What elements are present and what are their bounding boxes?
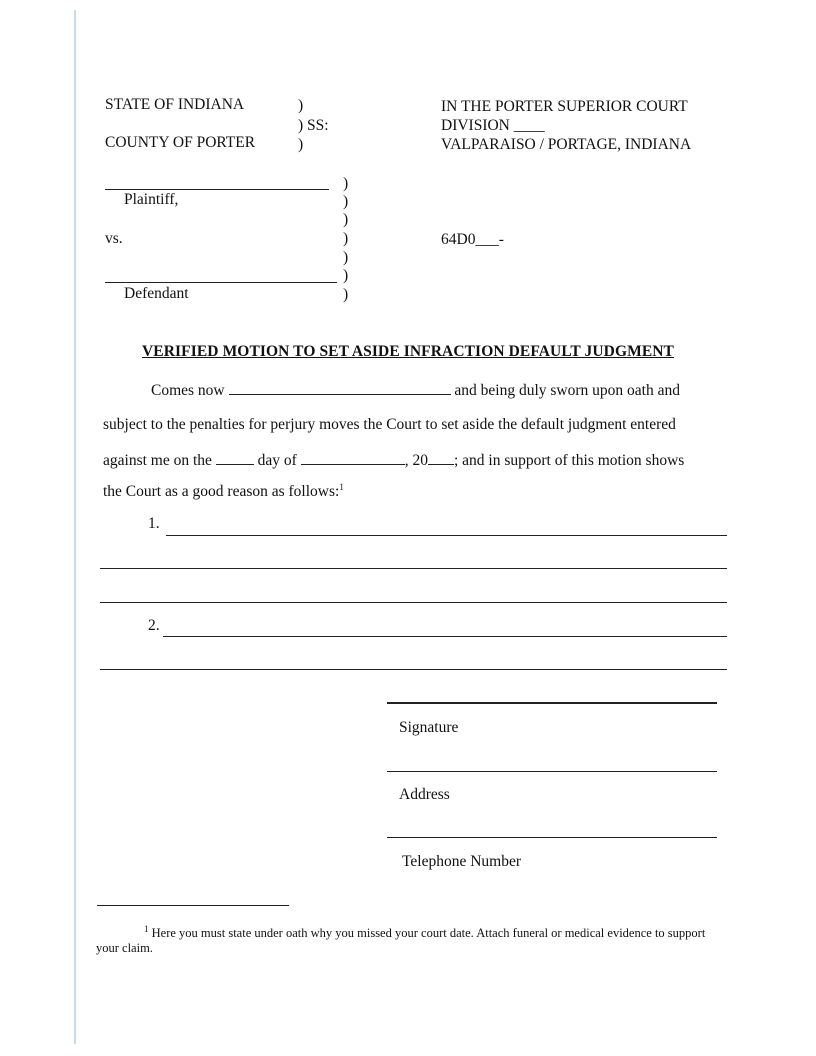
county-label: COUNTY OF PORTER [105, 134, 256, 151]
caption-paren: ) [343, 249, 349, 266]
state-label: STATE OF INDIANA [105, 96, 245, 113]
footnote [96, 922, 716, 956]
comes-now-text: Comes now [151, 382, 225, 399]
caption-paren: ) [343, 230, 349, 247]
vs-label: vs. [105, 230, 123, 247]
caption-paren: ) [343, 211, 349, 228]
reason-line[interactable] [100, 568, 727, 569]
caption-paren: ) [343, 175, 349, 192]
day-of-text: day of [257, 452, 297, 469]
plaintiff-label: Plaintiff, [124, 191, 179, 208]
court-name: IN THE PORTER SUPERIOR COURT [441, 98, 688, 115]
address-label: Address [399, 786, 450, 803]
day-blank[interactable] [216, 450, 254, 465]
plaintiff-line[interactable] [105, 189, 329, 190]
address-line[interactable] [387, 771, 717, 772]
body-line-3 [103, 450, 684, 470]
reason-text: the Court as a good reason as follows: [103, 483, 340, 501]
court-location: VALPARAISO / PORTAGE, INDIANA [441, 136, 692, 153]
year-blank[interactable] [428, 450, 454, 465]
caption-paren: ) [298, 97, 304, 114]
signature-line[interactable] [387, 702, 717, 704]
defendant-label: Defendant [124, 285, 189, 302]
footnote-text: Here you must state under oath why you missed your court date. Attach funeral or medical evidence to support your claim. [96, 926, 706, 956]
document-title: VERIFIED MOTION TO SET ASIDE INFRACTION DEFAULT JUDGMENT [142, 343, 674, 360]
footnote-marker: 1 [144, 924, 149, 934]
reason-line[interactable] [100, 669, 727, 670]
division-label: DIVISION ____ [441, 117, 545, 134]
ss-label: ) SS: [298, 117, 329, 134]
name-blank[interactable] [229, 380, 451, 395]
body-line-4 [103, 482, 344, 501]
cause-number[interactable]: 64D0___- [441, 231, 504, 248]
reason-line[interactable] [163, 636, 727, 637]
signature-label: Signature [399, 719, 459, 736]
caption-paren: ) [343, 267, 349, 284]
reason-line[interactable] [100, 602, 727, 603]
caption-paren: ) [343, 193, 349, 210]
reason-line[interactable] [166, 535, 727, 536]
against-text: against me on the [103, 452, 212, 469]
caption-paren: ) [343, 286, 349, 303]
body-line-1 [103, 380, 680, 400]
item-number-1: 1. [148, 515, 160, 532]
body-line-2: subject to the penalties for perjury moves the Court to set aside the default judgment entered [103, 416, 676, 433]
footnote-separator [97, 905, 289, 906]
scan-edge [74, 10, 76, 1044]
caption-paren: ) [298, 136, 304, 153]
telephone-label: Telephone Number [402, 853, 521, 870]
telephone-line[interactable] [387, 837, 717, 838]
sworn-text: and being duly sworn upon oath and [454, 382, 680, 399]
item-number-2: 2. [148, 617, 160, 634]
defendant-line[interactable] [105, 282, 337, 283]
footnote-ref: 1 [339, 482, 344, 492]
month-blank[interactable] [301, 450, 405, 465]
year-prefix: , 20 [404, 452, 428, 469]
support-text: ; and in support of this motion shows [453, 452, 685, 469]
